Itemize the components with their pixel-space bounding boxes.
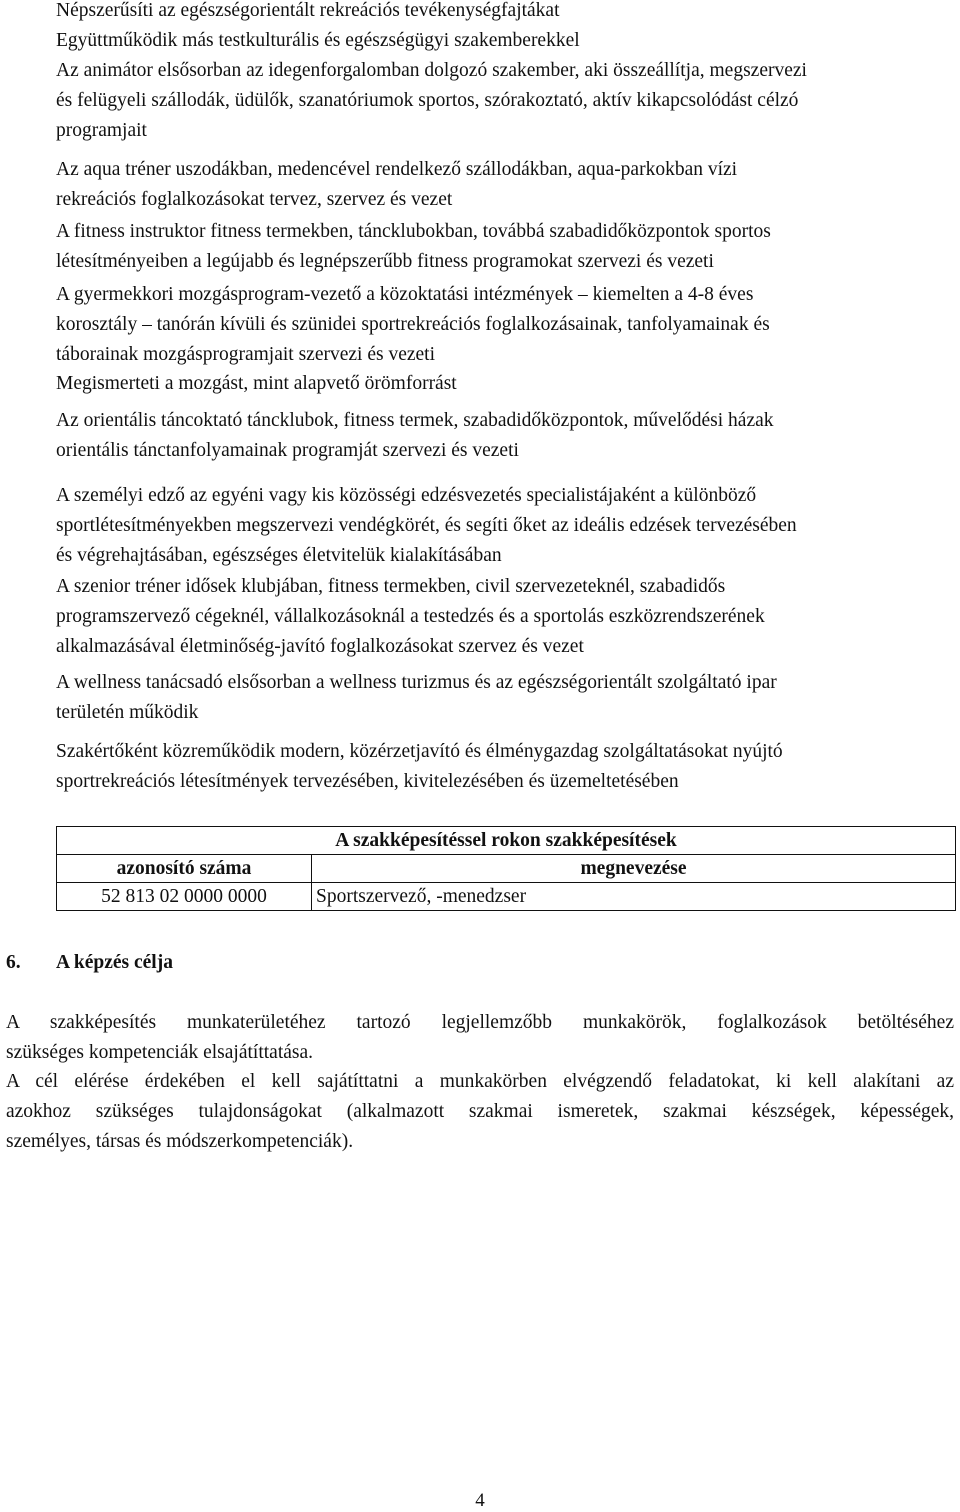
paragraph-line: A wellness tanácsadó elsősorban a wellness turizmus és az egészségorientált szolgáltató ipar (56, 672, 777, 693)
paragraph-line: Népszerűsíti az egészségorientált rekreációs tevékenységfajtákat (56, 0, 560, 21)
goal-text-line: A szakképesítés munkaterületéhez tartozó legjellemzőbb munkakörök, foglalkozások betöltéséhez (6, 1012, 954, 1033)
column-header-name: megnevezése (312, 855, 956, 883)
column-header-id: azonosító száma (57, 855, 312, 883)
paragraph-line: programszervező cégeknél, vállalkozásoknál a testedzés és a sportolás eszközrendszerének (56, 606, 765, 627)
paragraph-line: Megismerteti a mozgást, mint alapvető örömforrást (56, 373, 457, 394)
section-number: 6. (6, 952, 21, 973)
goal-text-line: A cél elérése érdekében el kell sajátíttatni a munkakörben elvégzendő feladatokat, ki kell alakítani az (6, 1071, 954, 1092)
paragraph-line: Együttműködik más testkulturális és egészségügyi szakemberekkel (56, 30, 580, 51)
goal-text-line: személyes, társas és módszerkompetenciák). (6, 1131, 354, 1152)
table-title: A szakképesítéssel rokon szakképesítések (57, 827, 956, 855)
paragraph-line: sportlétesítményekben megszervezi vendégkörét, és segíti őket az ideális edzések tervezésében (56, 515, 797, 536)
paragraph-line: alkalmazásával életminőség-javító foglalkozásokat szervez és vezet (56, 636, 584, 657)
paragraph-line: Szakértőként közreműködik modern, közérzetjavító és élménygazdag szolgáltatásokat nyújtó (56, 741, 783, 762)
qualification-id: 52 813 02 0000 0000 (57, 883, 312, 911)
paragraph-line: és felügyeli szállodák, üdülők, szanatóriumok sportos, szórakoztató, aktív kikapcsolódást célzó (56, 90, 799, 111)
section-heading (6, 952, 173, 974)
paragraph-line: Az animátor elsősorban az idegenforgalomban dolgozó szakember, aki összeállítja, megszervezi (56, 60, 807, 81)
related-qualifications-table (56, 826, 956, 911)
paragraph-line: Az aqua tréner uszodákban, medencével rendelkező szállodákban, aqua-parkokban vízi (56, 159, 738, 180)
paragraph-line: A szenior tréner idősek klubjában, fitness termekben, civil szervezeteknél, szabadidős (56, 576, 726, 597)
paragraph-line: orientális tánctanfolyamainak programját szervezi és vezeti (56, 440, 519, 461)
paragraph-line: területén működik (56, 702, 199, 723)
paragraph-line: programjait (56, 120, 147, 141)
goal-text-line: szükséges kompetenciák elsajátíttatása. (6, 1042, 314, 1063)
section-title: A képzés célja (56, 952, 173, 973)
paragraph-line: rekreációs foglalkozásokat tervez, szervez és vezet (56, 189, 453, 210)
goal-text-line: azokhoz szükséges tulajdonságokat (alkalmazott szakmai ismeretek, szakmai készségek, képességek, (6, 1101, 954, 1122)
paragraph-line: táborainak mozgásprogramjait szervezi és vezeti (56, 344, 435, 365)
paragraph-line: Az orientális táncoktató táncklubok, fitness termek, szabadidőközpontok, művelődési házak (56, 410, 774, 431)
paragraph-line: sportrekreációs létesítmények tervezésében, kivitelezésében és üzemeltetésében (56, 771, 679, 792)
paragraph-line: A személyi edző az egyéni vagy kis közösségi edzésvezetés specialistájaként a különböző (56, 485, 757, 506)
paragraph-line: létesítményeiben a legújabb és legnépszerűbb fitness programokat szervezi és vezeti (56, 251, 714, 272)
paragraph-line: A fitness instruktor fitness termekben, táncklubokban, továbbá szabadidőközpontok sportos (56, 221, 771, 242)
paragraph-line: korosztály – tanórán kívüli és szünidei sportrekreációs foglalkozásainak, tanfolyamainak és (56, 314, 770, 335)
table-row (57, 883, 956, 911)
paragraph-line: és végrehajtásában, egészséges életvitelük kialakításában (56, 545, 502, 566)
qualification-name: Sportszervező, -menedzser (312, 883, 956, 911)
paragraph-line: A gyermekkori mozgásprogram-vezető a közoktatási intézmények – kiemelten a 4-8 éves (56, 284, 754, 305)
page-number: 4 (475, 1490, 485, 1511)
